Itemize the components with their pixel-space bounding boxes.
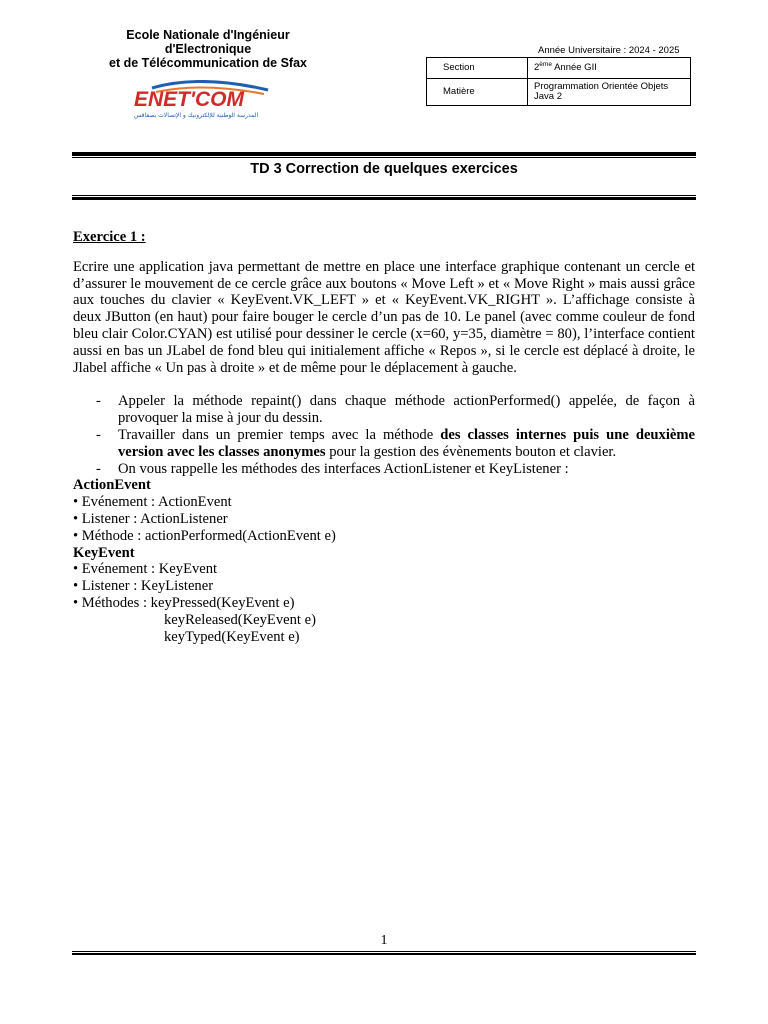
- action-event-heading: ActionEvent: [73, 477, 151, 494]
- action-event-line: • Evénement : ActionEvent: [73, 494, 232, 511]
- bullet-dash: -: [96, 460, 101, 477]
- divider: [72, 152, 696, 156]
- footer-divider: [72, 953, 696, 955]
- bullet-dash: -: [96, 393, 101, 410]
- list-item: [73, 393, 695, 427]
- list-item-text: Appeler la méthode repaint() dans chaque méthode actionPerformed() appelée, de façon à provoquer la mise à jour du dessin.: [118, 393, 695, 427]
- school-name: [95, 28, 321, 70]
- school-name-line: Ecole Nationale d'Ingénieur: [126, 28, 290, 42]
- section-value-sup: ème: [539, 61, 552, 68]
- divider: [72, 157, 696, 158]
- divider: [72, 195, 696, 196]
- matiere-value: [528, 79, 691, 106]
- key-method-line: keyTyped(KeyEvent e): [164, 628, 300, 645]
- key-event-line: • Evénement : KeyEvent: [73, 561, 218, 578]
- matiere-value-line: Java 2: [534, 91, 562, 102]
- list-item-text: pour la gestion des évènements bouton et clavier.: [325, 443, 617, 460]
- table-row: [427, 79, 691, 106]
- page-title: TD 3 Correction de quelques exercices: [250, 161, 518, 177]
- list-item: [73, 427, 695, 461]
- logo-subtext: المدرسة الوطنية للإلكترونيك و الإتصالات بصفاقس: [134, 112, 259, 119]
- key-event-line: • Méthodes : keyPressed(KeyEvent e): [73, 594, 295, 611]
- matiere-label: Matière: [427, 79, 528, 106]
- academic-year: Année Universitaire : 2024 - 2025: [538, 45, 680, 56]
- key-event-heading: KeyEvent: [73, 544, 135, 561]
- exercise-paragraph: Ecrire une application java permettant de mettre en place une interface graphique contenant un cercle et d’assurer le mouvement de ce cercle grâce aux boutons « Move Left » et « Move Right » mais aussi grâce aux touches du clavier « KeyEvent.VK_LEFT » et « KeyEvent.VK_RIGHT ». L’affichage consiste à deux JButton (en haut) pour faire bouger le cercle d’un pas de 10. Le panel (avec comme couleur de fond bleu clair Color.CYAN) est utilisé pour dessiner le cercle (x=60, y=35, diamètre = 80), l’interface contient aussi en bas un JLabel de fond bleu qui initialement affiche « Repos », si le cercle est déplacé à droite, le Jlabel affiche « Un pas à droite » et de même pour le déplacement à gauche.: [73, 258, 695, 376]
- school-name-line: d'Electronique: [164, 42, 252, 56]
- logo-wordmark: ENET'COM: [134, 88, 244, 111]
- matiere-value-line: Programmation Orientée Objets: [534, 81, 669, 92]
- page-number: 1: [380, 933, 388, 948]
- exercise-body: [73, 229, 695, 645]
- instruction-list: [73, 393, 695, 477]
- table-row: [427, 58, 691, 79]
- section-value-rest: Année GII: [551, 62, 597, 73]
- bullet-dash: -: [96, 426, 101, 443]
- key-method-line: keyReleased(KeyEvent e): [164, 611, 316, 628]
- list-item-bold-text: des classes internes puis une deuxième version avec les classes anonymes: [118, 426, 696, 460]
- list-item-text: Travailler dans un premier temps avec la méthode: [118, 426, 441, 443]
- enetcom-logo: [130, 80, 272, 120]
- action-event-line: • Listener : ActionListener: [73, 510, 228, 527]
- school-name-line: et de Télécommunication de Sfax: [109, 56, 307, 70]
- section-value: [528, 58, 691, 79]
- section-label: Section: [427, 58, 528, 79]
- list-item-text: On vous rappelle les méthodes des interfaces ActionListener et KeyListener :: [118, 460, 569, 477]
- key-event-line: • Listener : KeyListener: [73, 578, 214, 595]
- action-event-line: • Méthode : actionPerformed(ActionEvent e): [73, 527, 336, 544]
- course-info-table: [426, 57, 691, 106]
- section-value-num: 2: [534, 62, 540, 73]
- exercise-heading: Exercice 1 :: [73, 229, 146, 245]
- divider: [72, 197, 696, 200]
- footer-divider: [72, 951, 696, 952]
- list-item: [73, 461, 695, 478]
- enetcom-logo-image: [130, 80, 272, 120]
